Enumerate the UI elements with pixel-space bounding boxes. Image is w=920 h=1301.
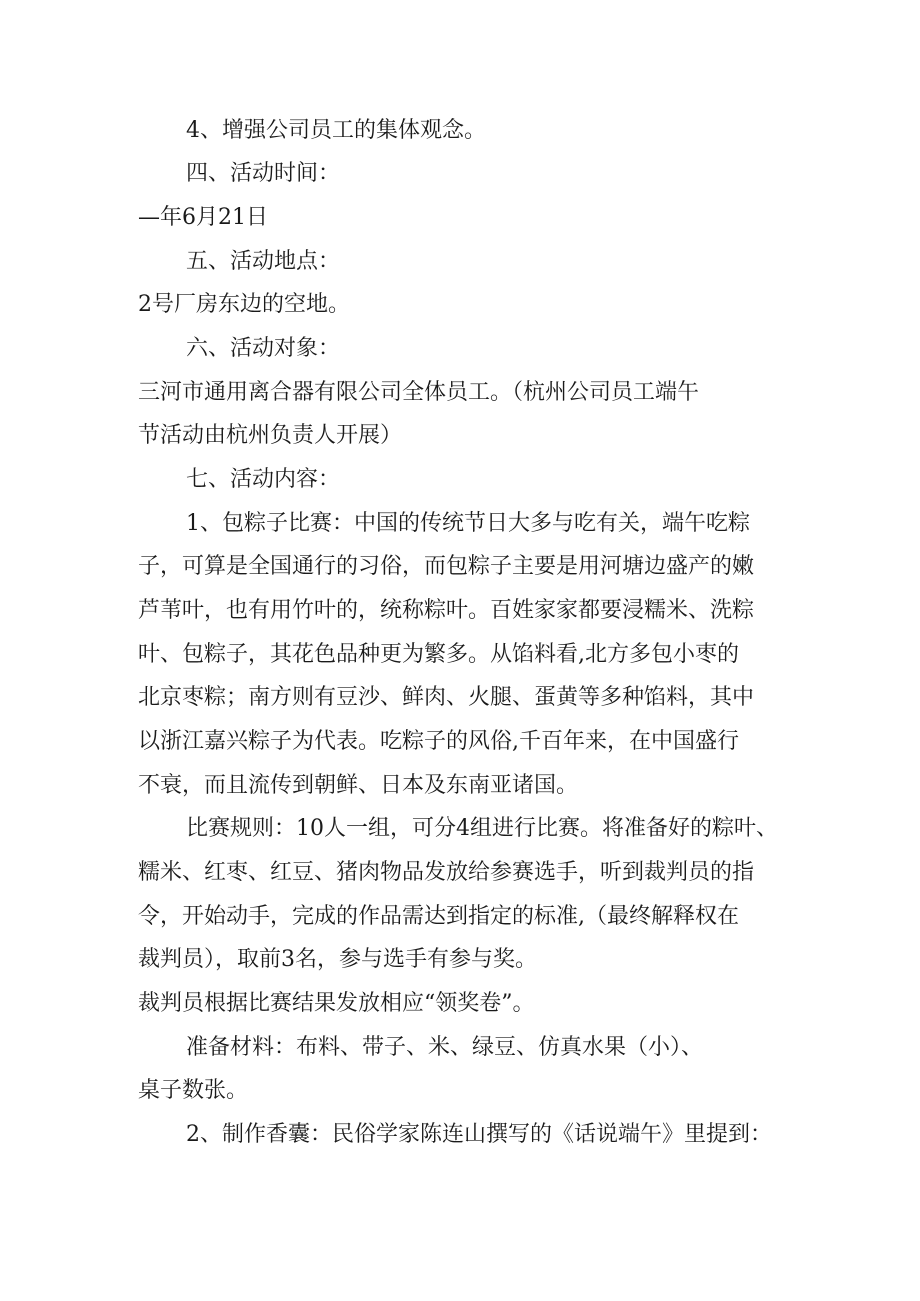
text-line: —年6月21日 xyxy=(138,205,268,230)
text-line: 裁判员根据比赛结果发放相应“领奖卷”。 xyxy=(138,991,535,1016)
text-line: 三河市通用离合器有限公司全体员工。（杭州公司员工端午 xyxy=(138,380,700,405)
section-heading: 七、活动内容： xyxy=(186,467,341,492)
text-line: 以浙江嘉兴粽子为代表。吃粽子的风俗,千百年来，在中国盛行 xyxy=(138,729,739,754)
text-line: 1、包粽子比赛：中国的传统节日大多与吃有关，端午吃粽 xyxy=(186,511,750,536)
text-line: 2、制作香囊：民俗学家陈连山撰写的《话说端午》里提到： xyxy=(186,1122,772,1147)
section-heading: 六、活动对象： xyxy=(186,336,341,361)
text-line: 令，开始动手，完成的作品需达到指定的标准,（最终解释权在 xyxy=(138,904,739,929)
section-heading: 四、活动时间： xyxy=(186,161,341,186)
text-line: 叶、包粽子，其花色品种更为繁多。从馅料看,北方多包小枣的 xyxy=(138,642,739,667)
section-heading: 五、活动地点： xyxy=(186,249,341,274)
text-line: 裁判员），取前3名，参与选手有参与奖。 xyxy=(138,947,537,972)
text-line: 北京枣粽；南方则有豆沙、鲜肉、火腿、蛋黄等多种馅料，其中 xyxy=(138,685,755,710)
text-line: 不衰，而且流传到朝鲜、日本及东南亚诸国。 xyxy=(138,773,579,798)
text-line: 芦苇叶，也有用竹叶的，统称粽叶。百姓家家都要浸糯米、洗粽 xyxy=(138,598,755,623)
text-line: 子，可算是全国通行的习俗，而包粽子主要是用河塘边盛产的嫩 xyxy=(138,554,755,579)
text-line: 准备材料：布料、带子、米、绿豆、仿真水果（小）、 xyxy=(186,1035,704,1060)
text-line: 桌子数张。 xyxy=(138,1078,249,1103)
text-line: 比赛规则：10人一组，可分4组进行比赛。将准备好的粽叶、 xyxy=(186,816,778,841)
text-line: 4、增强公司员工的集体观念。 xyxy=(186,118,486,143)
text-line: 节活动由杭州负责人开展） xyxy=(138,423,403,448)
text-line: 糯米、红枣、红豆、猪肉物品发放给参赛选手，听到裁判员的指 xyxy=(138,860,755,885)
text-line: 2号厂房东边的空地。 xyxy=(138,292,350,317)
